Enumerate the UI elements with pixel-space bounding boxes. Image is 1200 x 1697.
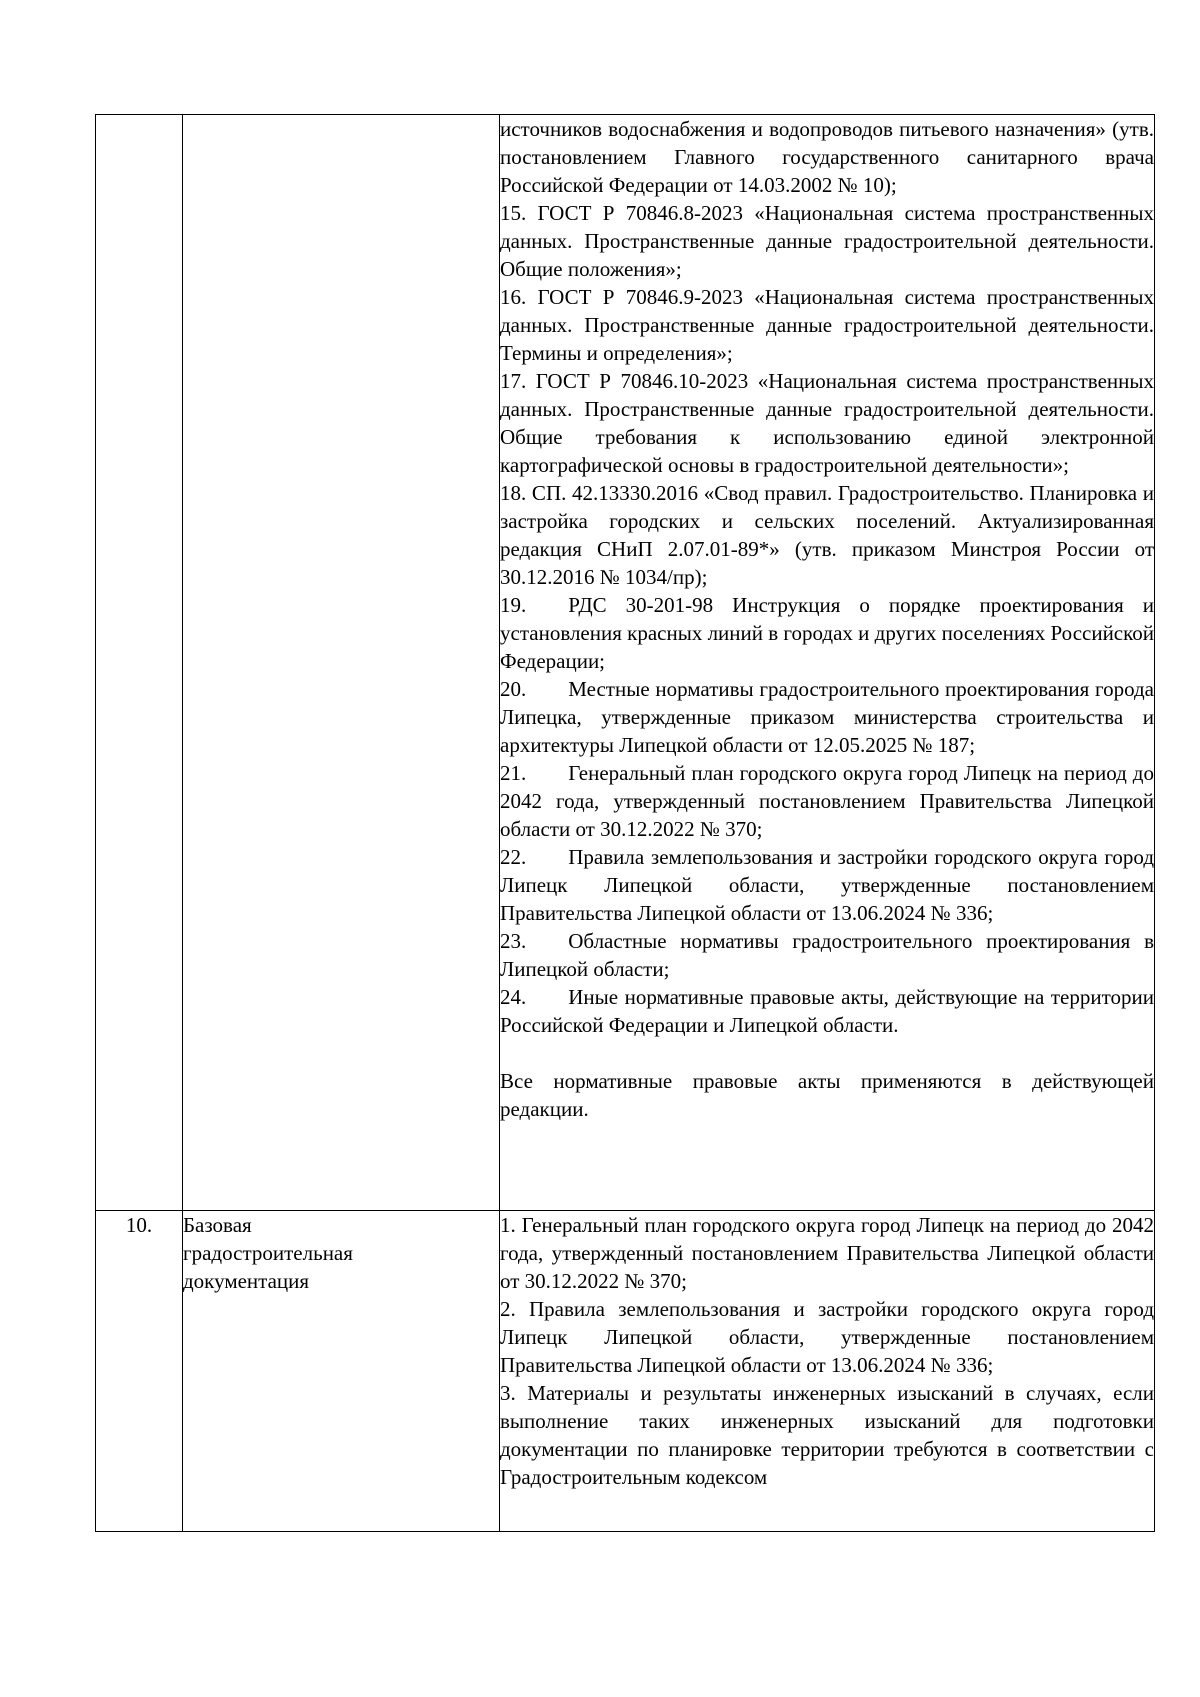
row-name-cell [183, 1211, 500, 1532]
list-item: 24. Иные нормативные правовые акты, действующие на территории Российской Федерации и Липецкой области. [500, 985, 1154, 1037]
row-number-cell [96, 1211, 183, 1532]
row-name-line: Базовая [183, 1213, 252, 1237]
list-item: 18. СП. 42.13330.2016 «Свод правил. Градостроительство. Планировка и застройка городских и сельских поселений. Актуализированная редакция СНиП 2.07.01-89*» (утв. приказом Минстроя России от 30.12.2016 № 1034/пр); [500, 481, 1154, 589]
list-item: 23. Областные нормативы градостроительного проектирования в Липецкой области; [500, 929, 1154, 981]
row-name-line: градостроительная [183, 1241, 353, 1265]
list-item: 17. ГОСТ Р 70846.10-2023 «Национальная система пространственных данных. Пространственные данные градостроительной деятельности. Общие требования к использованию единой электронной картографической основы в градостроительной деятельности»; [500, 369, 1154, 477]
row-number: 10. [125, 1213, 153, 1237]
paragraph-spacer [500, 1039, 1154, 1067]
requirements-table [95, 114, 1155, 1532]
list-item: 15. ГОСТ Р 70846.8-2023 «Национальная система пространственных данных. Пространственные данные градостроительной деятельности. Общие положения»; [500, 201, 1154, 281]
list-item: источников водоснабжения и водопроводов питьевого назначения» (утв. постановлением Главного государственного санитарного врача Российской Федерации от 14.03.2002 № 10); [500, 117, 1154, 197]
row-content-cell [500, 115, 1155, 1211]
list-item: 2. Правила землепользования и застройки городского округа город Липецк Липецкой области, утвержденные постановлением Правительства Липецкой области от 13.06.2024 № 336; [500, 1297, 1154, 1377]
row-name-line: документация [183, 1269, 310, 1293]
closing-note: Все нормативные правовые акты применяются в действующей редакции. [500, 1069, 1154, 1121]
list-item: 22. Правила землепользования и застройки городского округа город Липецк Липецкой области, утвержденные постановлением Правительства Липецкой области от 13.06.2024 № 336; [500, 845, 1154, 925]
table-row [96, 1211, 1155, 1532]
list-item: 1. Генеральный план городского округа город Липецк на период до 2042 года, утвержденный постановлением Правительства Липецкой области от 30.12.2022 № 370; [500, 1213, 1154, 1293]
list-item: 19. РДС 30-201-98 Инструкция о порядке проектирования и установления красных линий в городах и других поселениях Российской Федерации; [500, 593, 1155, 673]
row-content-cell [500, 1211, 1155, 1532]
row-name-cell [183, 115, 500, 1211]
list-item: 20. Местные нормативы градостроительного проектирования города Липецка, утвержденные приказом министерства строительства и архитектуры Липецкой области от 12.05.2025 № 187; [500, 677, 1154, 757]
list-item: 16. ГОСТ Р 70846.9-2023 «Национальная система пространственных данных. Пространственные данные градостроительной деятельности. Термины и определения»; [500, 285, 1154, 365]
list-item: 3. Материалы и результаты инженерных изысканий в случаях, если выполнение таких инженерных изысканий для подготовки документации по планировке территории требуются в соответствии с Градостроительным кодексом [500, 1381, 1154, 1489]
row-number-cell [96, 115, 183, 1211]
list-item: 21. Генеральный план городского округа город Липецк на период до 2042 года, утвержденный постановлением Правительства Липецкой области от 30.12.2022 № 370; [500, 761, 1154, 841]
table-row [96, 115, 1155, 1211]
